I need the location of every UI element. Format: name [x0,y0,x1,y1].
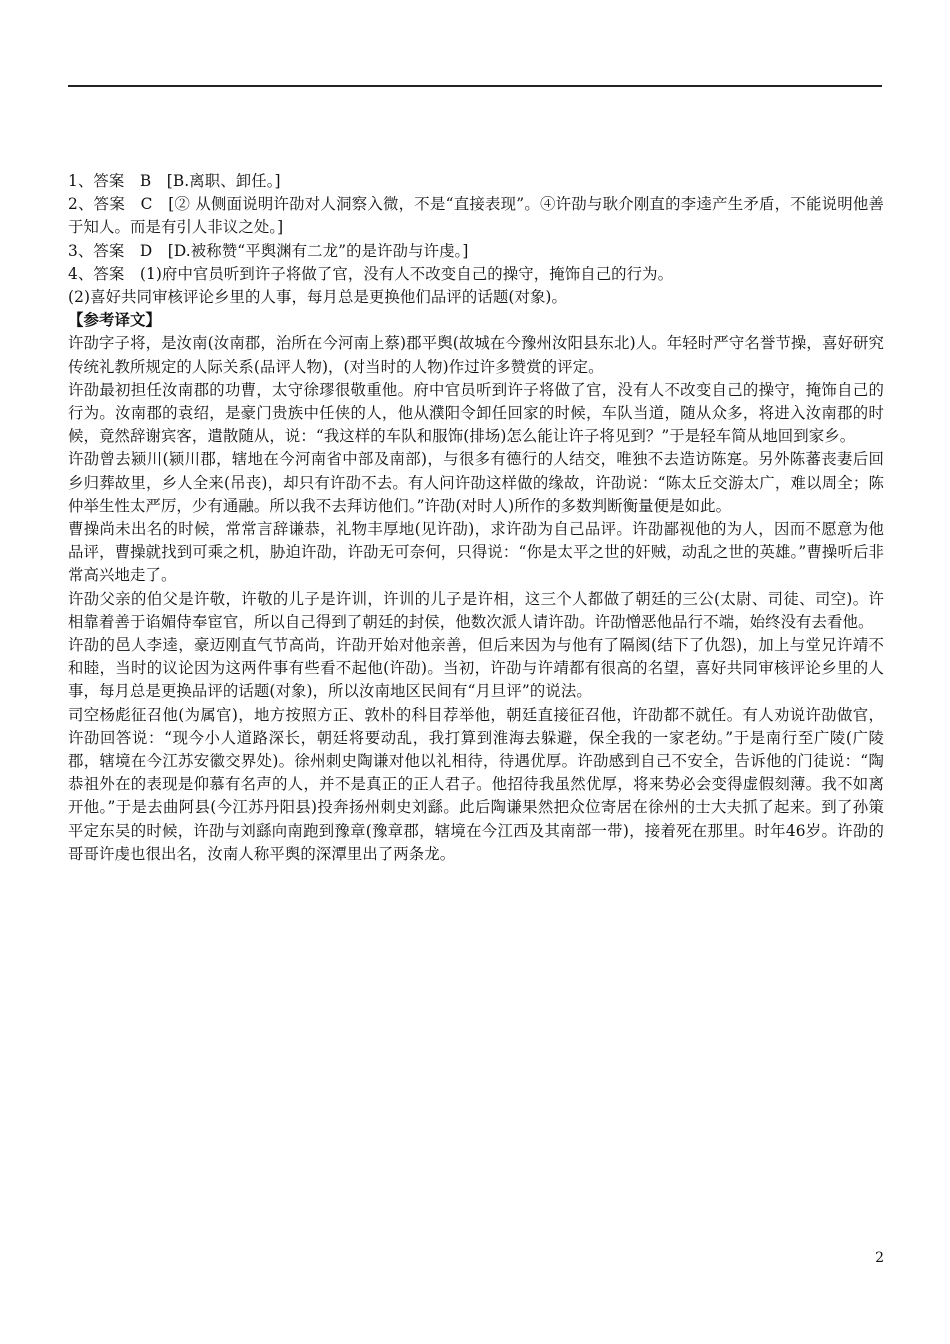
translation-paragraph: 许劭曾去颍川(颍川郡，辖地在今河南省中部及南部)，与很多有德行的人结交，唯独不去造访陈寔。另外陈蕃丧妻后回乡归葬故里，乡人全来(吊丧)，却只有许劭不去。有人问许劭这样做的缘故，许劭说：“陈太丘交游太广，难以周全；陈仲举生性太严厉，少有通融。所以我不去拜访他们。”许劭(对时人)所作的多数判断衡量便是如此。 [68,450,884,515]
answer-line: 4、答案 (1)府中官员听到许子将做了官，没有人不改变自己的操守，掩饰自己的行为。 [68,264,674,283]
translation-paragraph: 曹操尚未出名的时候，常常言辞谦恭，礼物丰厚地(见许劭)，求许劭为自己品评。许劭鄙视他的为人，因而不愿意为他品评，曹操就找到可乘之机，胁迫许劭，许劭无可奈何，只得说：“你是太平之世的奸贼，动乱之世的英雄。”曹操听后非常高兴地走了。 [68,520,884,585]
header-rule [68,85,882,87]
translation-heading: 【参考译文】 [68,311,161,330]
page-number: 2 [875,1250,884,1266]
answer-key [68,170,884,866]
translation-paragraph: 许劭的邑人李逵，豪迈刚直气节高尚，许劭开始对他亲善，但后来因为与他有了隔阂(结下了仇怨)，加上与堂兄许靖不和睦，当时的议论因为这两件事有些看不起他(许劭)。当初，许劭与许靖都有很高的名望，喜好共同审核评论乡里的人事，每月总是更换品评的话题(对象)，所以汝南地区民间有“月旦评”的说法。 [68,636,884,701]
translation-paragraph: 司空杨彪征召他(为属官)，地方按照方正、敦朴的科目荐举他，朝廷直接征召他，许劭都不就任。有人劝说许劭做官，许劭回答说：“现今小人道路深长，朝廷将要动乱，我打算到淮海去躲避，保全我的一家老幼。”于是南行至广陵(广陵郡，辖境在今江苏安徽交界处)。徐州刺史陶谦对他以礼相待，待遇优厚。许劭感到自己不安全，告诉他的门徒说：“陶恭祖外在的表现是仰慕有名声的人，并不是真正的正人君子。他招待我虽然优厚，将来势必会变得虚假刻薄。我不如离开他。”于是去曲阿县(今江苏丹阳县)投奔扬州刺史刘繇。此后陶谦果然把众位寄居在徐州的士大夫抓了起来。到了孙策平定东吴的时候，许劭与刘繇向南跑到豫章(豫章郡，辖境在今江西及其南部一带)，接着死在那里。时年46岁。许劭的哥哥许虔也很出名，汝南人称平舆的深潭里出了两条龙。 [68,705,884,863]
translation-paragraph: 许劭父亲的伯父是许敬，许敬的儿子是许训，许训的儿子是许相，这三个人都做了朝廷的三公(太尉、司徒、司空)。许相靠着善于谄媚侍奉宦官，所以自己得到了朝廷的封侯，他数次派人请许劭。许劭憎恶他品行不端，始终没有去看他。 [68,589,884,631]
answer-line: 2、答案 C [② 从侧面说明许劭对人洞察入微，不是“直接表现”。④许劭与耿介刚直的李逵产生矛盾，不能说明他善于知人。而是有引人非议之处。] [68,195,884,237]
answer-line: 3、答案 D [D.被称赞“平舆渊有二龙”的是许劭与许虔。] [68,241,469,260]
translation-paragraph: 许劭字子将，是汝南(汝南郡，治所在今河南上蔡)郡平舆(故城在今豫州汝阳县东北)人。年轻时严守名誉节操，喜好研究传统礼教所规定的人际关系(品评人物)，(对当时的人物)作过许多赞赏的评定。 [68,334,884,376]
translation-paragraph: 许劭最初担任汝南郡的功曹，太守徐璆很敬重他。府中官员听到许子将做了官，没有人不改变自己的操守，掩饰自己的行为。汝南郡的袁绍，是豪门贵族中任侠的人，他从濮阳令卸任回家的时候，车队当道，随从众多，将进入汝南郡的时候，竟然辞谢宾客，遣散随从，说：“我这样的车队和服饰(排场)怎么能让许子将见到？”于是轻车简从地回到家乡。 [68,380,884,446]
answer-line: 1、答案 B [B.离职、卸任。] [68,172,281,190]
answer-line: (2)喜好共同审核评论乡里的人事，每月总是更换他们品评的话题(对象)。 [68,288,568,307]
